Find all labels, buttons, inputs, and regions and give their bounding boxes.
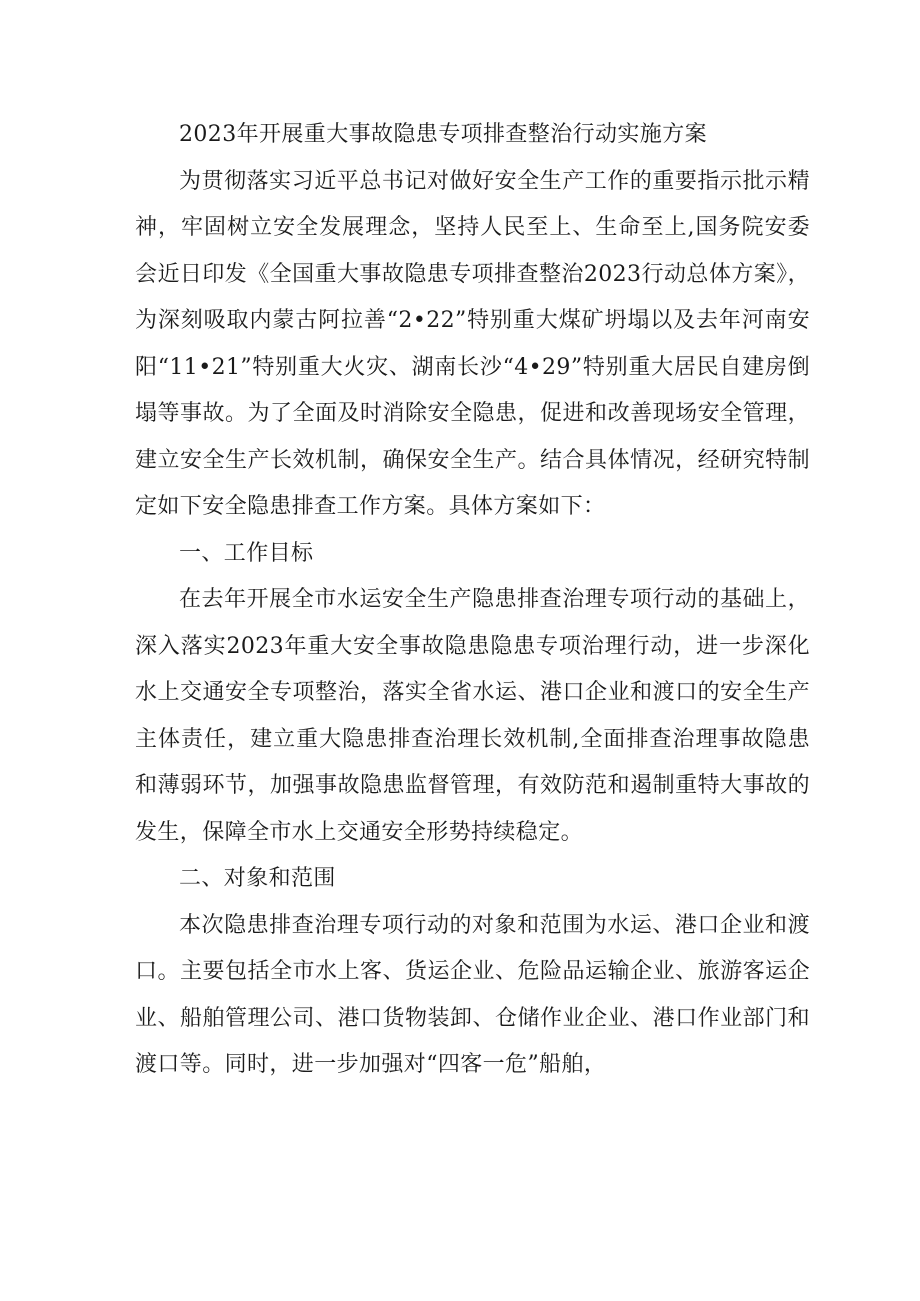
section-heading-goals: 一、工作目标	[179, 540, 314, 566]
section-body-scope: 本次隐患排查治理专项行动的对象和范围为水运、港口企业和渡口。主要包括全市水上客、货运企业、危险品运输企业、旅游客运企业、船舶管理公司、港口货物装卸、仓储作业企业、港口作业部门和渡口等。同时，进一步加强对“四客一危”船舶，	[135, 912, 810, 1077]
document-title: 2023年开展重大事故隐患专项排查整治行动实施方案	[179, 122, 707, 147]
intro-paragraph: 为贯彻落实习近平总书记对做好安全生产工作的重要指示批示精神，牢固树立安全发展理念，坚持人民至上、生命至上,国务院安委会近日印发《全国重大事故隐患专项排查整治2023行动总体方案》，为深刻吸取内蒙古阿拉善“2•22”特别重大煤矿坍塌以及去年河南安阳“11•21”特别重大火灾、湖南长沙“4•29”特别重大居民自建房倒塌等事故。为了全面及时消除安全隐患，促进和改善现场安全管理，建立安全生产长效机制，确保安全生产。结合具体情况，经研究特制定如下安全隐患排查工作方案。具体方案如下：	[135, 168, 810, 519]
document-body	[135, 112, 810, 1089]
section-body-goals: 在去年开展全市水运安全生产隐患排查治理专项行动的基础上，深入落实2023年重大安全事故隐患隐患专项治理行动，进一步深化水上交通安全专项整治，落实全省水运、港口企业和渡口的安全生产主体责任，建立重大隐患排查治理长效机制,全面排查治理事故隐患和薄弱环节，加强事故隐患监督管理，有效防范和遏制重特大事故的发生，保障全市水上交通安全形势持续稳定。	[135, 587, 810, 845]
section-heading-scope: 二、对象和范围	[179, 866, 336, 891]
